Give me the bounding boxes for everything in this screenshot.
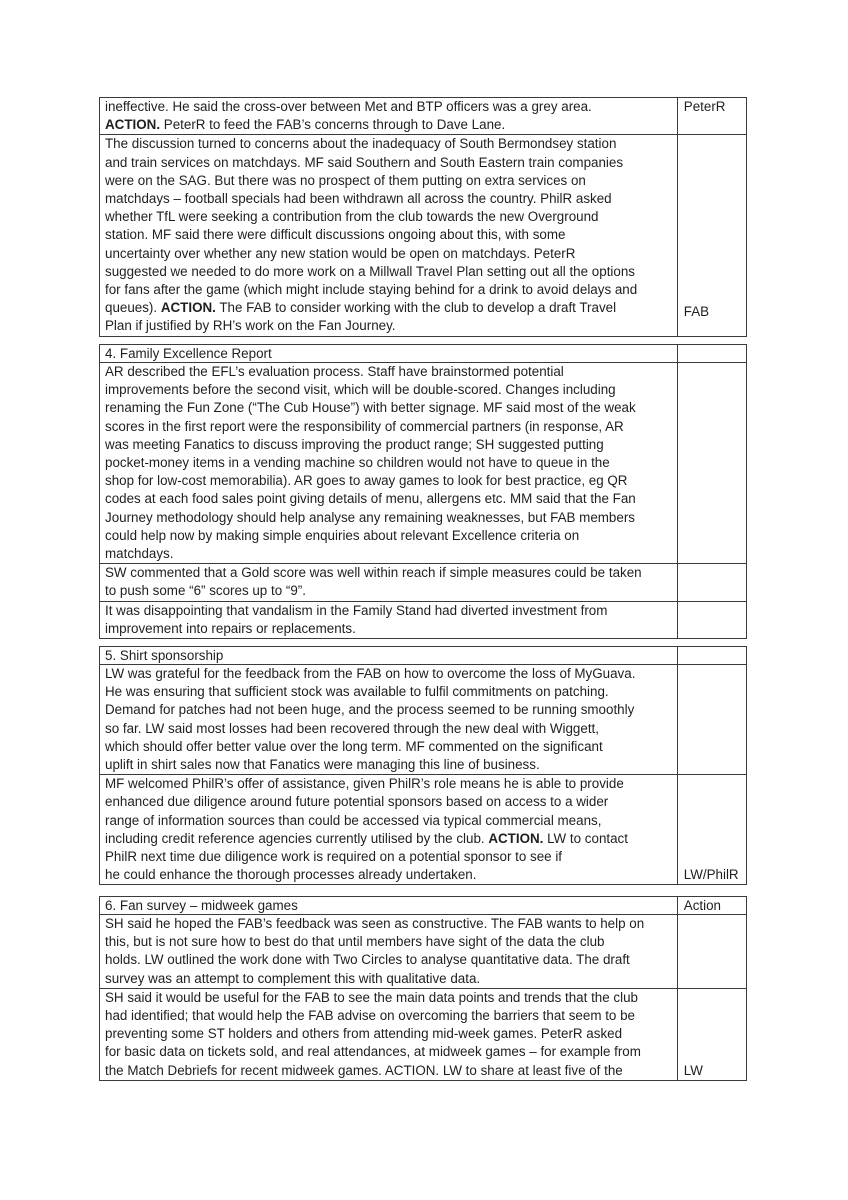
text-fragment: PeterR to feed the FAB’s concerns through to Dave Lane.: [160, 117, 506, 133]
text-line: SH said it would be useful for the FAB to see the main data points and trends that the club: [105, 989, 638, 1005]
section-title: 4. Family Excellence Report: [105, 346, 272, 361]
action-heading-cell: [677, 345, 746, 363]
text-line: [105, 299, 673, 317]
action-owner-cell: [677, 135, 746, 336]
text-line: holds. LW outlined the work done with Two Circles to analyse quantitative data. The draft: [105, 952, 630, 968]
text-line: he could enhance the thorough processes already undertaken.: [105, 867, 477, 883]
text-line: codes at each food sales point giving details of menu, allergens etc. MM said that the Fan: [105, 491, 636, 507]
text-line: AR described the EFL’s evaluation process. Staff have brainstormed potential: [105, 364, 564, 379]
action-owner: PeterR: [683, 99, 726, 114]
section-heading: [100, 647, 678, 665]
text-line: pocket-money items in a vending machine so children would not have to queue in the: [105, 455, 610, 471]
text-line: were on the SAG. But there was no prospect of them putting on extra services on: [105, 172, 586, 188]
text-line: Journey methodology should help analyse any remaining weaknesses, but FAB members: [105, 509, 635, 525]
text-line: ineffective. He said the cross-over between Met and BTP officers was a grey area.: [105, 99, 592, 114]
action-label: ACTION.: [160, 300, 216, 316]
minutes-text-cell: [100, 564, 678, 601]
text-line: He was ensuring that sufficient stock was available to fulfil commitments on patching.: [105, 684, 609, 700]
minutes-text-cell: [100, 135, 678, 336]
text-line: for fans after the game (which might include staying behind for a drink to avoid delays and: [105, 282, 638, 298]
text-line: SW commented that a Gold score was well within reach if simple measures could be taken: [105, 565, 642, 581]
text-fragment: The FAB to consider working with the club to develop a draft Travel: [215, 300, 617, 316]
text-line: Demand for patches had not been huge, and the process seemed to be running smoothly: [105, 702, 635, 718]
text-fragment: LW to contact: [543, 830, 628, 846]
text-line: station. MF said there were difficult discussions ongoing about this, with some: [105, 227, 566, 243]
text-line: [105, 830, 673, 848]
minutes-text-cell: [100, 98, 678, 135]
action-owner-cell: [677, 564, 746, 601]
action-heading: Action: [683, 898, 721, 913]
text-line: range of information sources than could be accessed via typical commercial means,: [105, 812, 602, 828]
minutes-row: [100, 135, 747, 336]
section-heading-row: [100, 647, 747, 665]
minutes-row: [100, 363, 747, 564]
action-heading-cell: [677, 647, 746, 665]
text-line: preventing some ST holders and others from attending mid-week games. PeterR asked: [105, 1026, 623, 1042]
action-owner-cell: [677, 988, 746, 1080]
text-line: shop for low-cost memorabilia). AR goes to away games to look for best practice, eg QR: [105, 473, 628, 489]
text-line: The discussion turned to concerns about the inadequacy of South Bermondsey station: [105, 136, 617, 152]
action-heading-cell: [677, 897, 746, 915]
text-line: matchdays – football specials had been withdrawn all across the country. PhilR asked: [105, 191, 612, 207]
text-line: improvement into repairs or replacements.: [105, 620, 356, 636]
text-line: enhanced due diligence around future potential sponsors based on access to a wider: [105, 794, 609, 810]
text-line: for basic data on tickets sold, and real attendances, at midweek games – for example from: [105, 1044, 641, 1060]
section-heading-row: [100, 897, 747, 915]
text-line: PhilR next time due diligence work is required on a potential sponsor to see if: [105, 849, 563, 865]
minutes-text-cell: [100, 988, 678, 1080]
action-owner: LW: [683, 1062, 703, 1078]
action-owner-cell: [677, 665, 746, 775]
action-owner-cell: [677, 98, 746, 135]
text-line: to push some “6” scores up to “9”.: [105, 583, 306, 599]
text-line: matchdays.: [105, 546, 174, 562]
text-line: whether TfL were seeking a contribution from the club towards the new Overground: [105, 209, 599, 225]
minutes-row: [100, 915, 747, 989]
minutes-text-cell: [100, 665, 678, 775]
text-line: which should offer better value over the long term. MF commented on the significant: [105, 738, 603, 754]
text-line: renaming the Fun Zone (“The Cub House”) with better signage. MF said most of the weak: [105, 400, 636, 416]
section-heading: [100, 345, 678, 363]
minutes-row: [100, 98, 747, 135]
action-owner-cell: [677, 775, 746, 885]
text-line: MF welcomed PhilR’s offer of assistance, given PhilR’s role means he is able to provide: [105, 776, 624, 792]
text-line: uplift in shirt sales now that Fanatics were managing this line of business.: [105, 757, 540, 773]
text-fragment: queues).: [105, 300, 161, 316]
minutes-text-cell: [100, 775, 678, 885]
text-line: Plan if justified by RH’s work on the Fan Journey.: [105, 318, 396, 334]
text-line: so far. LW said most losses had been recovered through the new deal with Wiggett,: [105, 720, 599, 736]
section-5-table: [99, 646, 747, 885]
section-4-table: [99, 344, 747, 639]
action-label: ACTION.: [105, 117, 161, 133]
section-6-table: [99, 896, 747, 1081]
action-owner-cell: [677, 601, 746, 638]
action-owner-cell: [677, 915, 746, 989]
minutes-text-cell: [100, 601, 678, 638]
text-line: SH said he hoped the FAB’s feedback was seen as constructive. The FAB wants to help on: [105, 916, 645, 931]
text-line: improvements before the second visit, which will be double-scored. Changes including: [105, 382, 616, 398]
minutes-text-cell: [100, 915, 678, 989]
minutes-text-cell: [100, 363, 678, 564]
text-line: this, but is not sure how to best do that until members have sight of the data the club: [105, 934, 605, 950]
text-line: was meeting Fanatics to discuss improving the product range; SH suggested putting: [105, 436, 604, 452]
text-line: It was disappointing that vandalism in the Family Stand had diverted investment from: [105, 602, 608, 618]
text-line: the Match Debriefs for recent midweek games. ACTION. LW to share at least five of the: [105, 1062, 623, 1078]
minutes-row: [100, 988, 747, 1080]
text-line: suggested we needed to do more work on a Millwall Travel Plan setting out all the options: [105, 263, 635, 279]
action-label: ACTION.: [488, 830, 544, 846]
action-owner-cell: [677, 363, 746, 564]
section-title: 6. Fan survey – midweek games: [105, 898, 298, 913]
minutes-row: [100, 775, 747, 885]
text-line: had identified; that would help the FAB advise on overcoming the barriers that seem to be: [105, 1008, 635, 1024]
minutes-table-top: [99, 97, 747, 337]
text-line: survey was an attempt to complement this with qualitative data.: [105, 970, 481, 986]
minutes-row: [100, 601, 747, 638]
text-line: could help now by making simple enquiries about relevant Excellence criteria on: [105, 527, 580, 543]
text-line: [105, 116, 673, 134]
minutes-row: [100, 564, 747, 601]
section-heading: [100, 897, 678, 915]
action-owner: LW/PhilR: [683, 867, 739, 883]
text-line: scores in the first report were the responsibility of commercial partners (in response, AR: [105, 418, 624, 434]
action-owner: FAB: [683, 304, 710, 320]
text-line: LW was grateful for the feedback from the FAB on how to overcome the loss of MyGuava.: [105, 666, 636, 681]
text-fragment: including credit reference agencies currently utilised by the club.: [105, 830, 489, 846]
text-line: uncertainty over whether any new station would be open on matchdays. PeterR: [105, 245, 576, 261]
section-title: 5. Shirt sponsorship: [105, 648, 224, 663]
text-line: and train services on matchdays. MF said Southern and South Eastern train companies: [105, 154, 624, 170]
minutes-row: [100, 665, 747, 775]
section-heading-row: [100, 345, 747, 363]
